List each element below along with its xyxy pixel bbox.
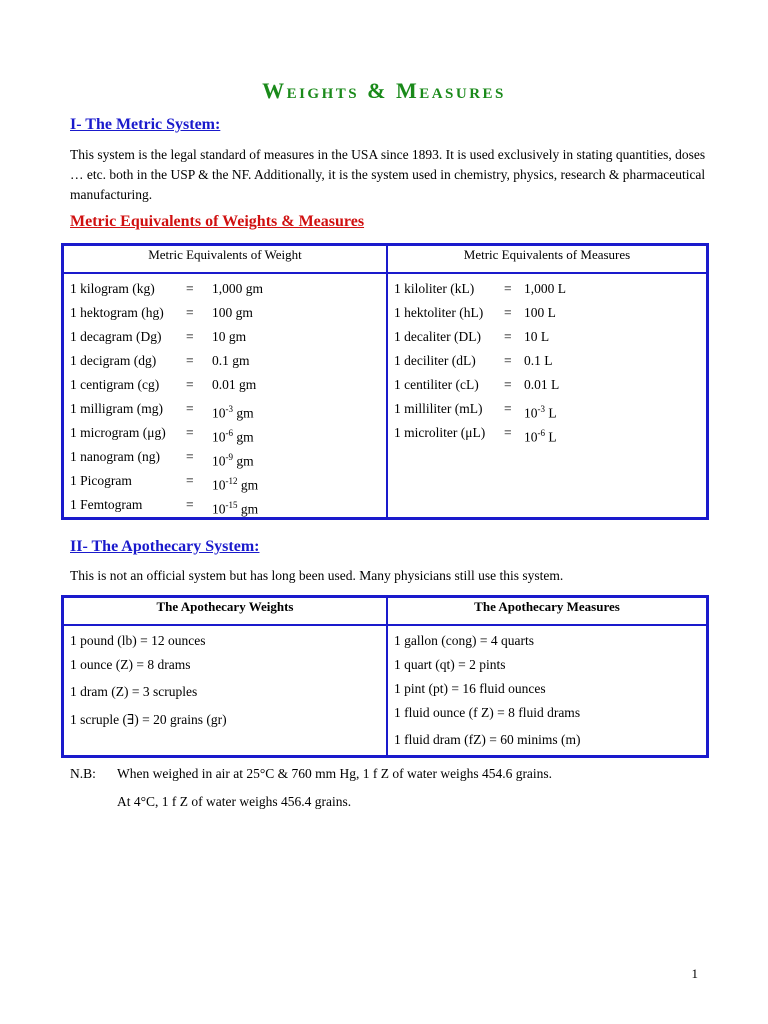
metric-weight-equals: = <box>186 425 194 440</box>
metric-weight-value: 100 gm <box>212 305 253 320</box>
metric-measure-row <box>394 325 700 349</box>
metric-weight-label: 1 decagram (Dg) <box>70 329 162 344</box>
metric-measure-label: 1 milliliter (mL) <box>394 401 483 416</box>
metric-weight-row <box>70 325 380 349</box>
metric-weight-label: 1 hektogram (hg) <box>70 305 164 320</box>
apothecary-system-heading: II- The Apothecary System: <box>70 538 260 555</box>
metric-measure-row <box>394 301 700 325</box>
apothecary-measures-header: The Apothecary Measures <box>387 597 708 626</box>
metric-weight-row <box>70 301 380 325</box>
apothecary-weight-row: 1 ounce (Z) = 8 drams <box>70 657 191 672</box>
metric-measure-row <box>394 373 700 397</box>
metric-weight-value: $10^{-9}$ gm <box>212 452 254 469</box>
metric-weight-row <box>70 493 380 517</box>
apothecary-weight-row: 1 dram (Z) = 3 scruples <box>70 684 198 699</box>
metric-weight-equals: = <box>186 377 194 392</box>
metric-measure-equals: = <box>504 425 512 440</box>
metric-weight-label: 1 Picogram <box>70 473 132 488</box>
metric-measure-row <box>394 349 700 373</box>
metric-weight-equals: = <box>186 401 194 416</box>
metric-weight-equals: = <box>186 473 194 488</box>
metric-measure-value: $10^{-3}$ L <box>524 404 557 421</box>
metric-weight-row <box>70 277 380 301</box>
metric-weight-value: $10^{-3}$ gm <box>212 404 254 421</box>
metric-measure-label: 1 kiloliter (kL) <box>394 281 475 296</box>
nb-line-2: At 4°C, 1 f Z of water weighs 456.4 grains. <box>117 794 352 809</box>
apothecary-weights-cell <box>63 625 388 757</box>
metric-measure-row <box>394 421 700 445</box>
metric-weight-row <box>70 373 380 397</box>
metric-measure-value: 0.1 L <box>524 353 553 368</box>
metric-measures-header: Metric Equivalents of Measures <box>387 245 708 274</box>
metric-weight-equals: = <box>186 281 194 296</box>
metric-measures-cell <box>387 273 708 519</box>
metric-weight-row <box>70 469 380 493</box>
metric-weight-value: 0.1 gm <box>212 353 250 368</box>
metric-measure-label: 1 hektoliter (hL) <box>394 305 484 320</box>
apothecary-table <box>61 595 709 758</box>
metric-weights-cell <box>63 273 388 519</box>
metric-weight-label: 1 nanogram (ng) <box>70 449 160 464</box>
metric-measure-label: 1 microliter (μL) <box>394 425 486 440</box>
metric-weight-label: 1 centigram (cg) <box>70 377 160 392</box>
metric-measure-equals: = <box>504 329 512 344</box>
metric-weight-equals: = <box>186 329 194 344</box>
metric-weight-value: $10^{-12}$ gm <box>212 476 259 493</box>
metric-measure-value: $10^{-6}$ L <box>524 428 557 445</box>
metric-measure-value: 100 L <box>524 305 556 320</box>
metric-system-heading: I- The Metric System: <box>70 116 221 133</box>
metric-measure-row <box>394 277 700 301</box>
metric-weight-value: $10^{-6}$ gm <box>212 428 254 445</box>
nb-line-1: When weighed in air at 25°C & 760 mm Hg, 1 f Z of water weighs 454.6 grains. <box>117 766 553 781</box>
metric-equivalents-heading: Metric Equivalents of Weights & Measures <box>70 213 365 230</box>
metric-equivalents-table <box>61 243 709 520</box>
metric-measure-value: 10 L <box>524 329 550 344</box>
metric-measure-value: 1,000 L <box>524 281 566 296</box>
metric-measure-label: 1 decaliter (DL) <box>394 329 481 344</box>
metric-weight-header: Metric Equivalents of Weight <box>63 245 388 274</box>
apothecary-measures-cell <box>387 625 708 757</box>
metric-weight-equals: = <box>186 353 194 368</box>
metric-weight-row <box>70 349 380 373</box>
metric-weight-label: 1 decigram (dg) <box>70 353 157 368</box>
apothecary-weight-row: 1 pound (lb) = 12 ounces <box>70 633 206 648</box>
metric-weight-value: 10 gm <box>212 329 247 344</box>
metric-measure-label: 1 centiliter (cL) <box>394 377 479 392</box>
apothecary-measure-row: 1 quart (qt) = 2 pints <box>394 657 506 672</box>
metric-system-paragraph: This system is the legal standard of measures in the USA since 1893. It is used exclusively in stating quantities, doses … etc. both in the USP & the NF. Additionally, it is the system used in chemistry, physics, research & pharmaceutical manufacturing. <box>70 147 706 202</box>
metric-measure-equals: = <box>504 353 512 368</box>
metric-weight-equals: = <box>186 449 194 464</box>
metric-weight-label: 1 milligram (mg) <box>70 401 163 416</box>
apothecary-measure-row: 1 fluid dram (fZ) = 60 minims (m) <box>394 732 581 747</box>
metric-weight-row <box>70 445 380 469</box>
nb-label: N.B: <box>70 766 96 781</box>
metric-weight-label: 1 Femtogram <box>70 497 143 512</box>
metric-measure-value: 0.01 L <box>524 377 560 392</box>
apothecary-weight-row: 1 scruple (∃) = 20 grains (gr) <box>70 712 227 727</box>
metric-measure-equals: = <box>504 281 512 296</box>
metric-weight-value: 1,000 gm <box>212 281 264 296</box>
apothecary-measure-row: 1 pint (pt) = 16 fluid ounces <box>394 681 546 696</box>
metric-weight-label: 1 microgram (μg) <box>70 425 166 440</box>
apothecary-weights-header: The Apothecary Weights <box>63 597 388 626</box>
metric-measure-equals: = <box>504 305 512 320</box>
metric-weight-label: 1 kilogram (kg) <box>70 281 155 296</box>
metric-measure-equals: = <box>504 401 512 416</box>
page-title: Weights & Measures <box>262 78 506 103</box>
metric-measure-equals: = <box>504 377 512 392</box>
metric-weight-equals: = <box>186 305 194 320</box>
page-number: 1 <box>691 966 698 981</box>
apothecary-measure-row: 1 fluid ounce (f Z) = 8 fluid drams <box>394 705 581 720</box>
metric-weight-row <box>70 421 380 445</box>
metric-weight-value: $10^{-15}$ gm <box>212 500 259 517</box>
apothecary-measure-row: 1 gallon (cong) = 4 quarts <box>394 633 534 648</box>
metric-measure-row <box>394 397 700 421</box>
metric-weight-equals: = <box>186 497 194 512</box>
metric-measure-label: 1 deciliter (dL) <box>394 353 476 368</box>
metric-weight-row <box>70 397 380 421</box>
apothecary-system-paragraph: This is not an official system but has long been used. Many physicians still use this system. <box>70 568 564 583</box>
metric-weight-value: 0.01 gm <box>212 377 257 392</box>
